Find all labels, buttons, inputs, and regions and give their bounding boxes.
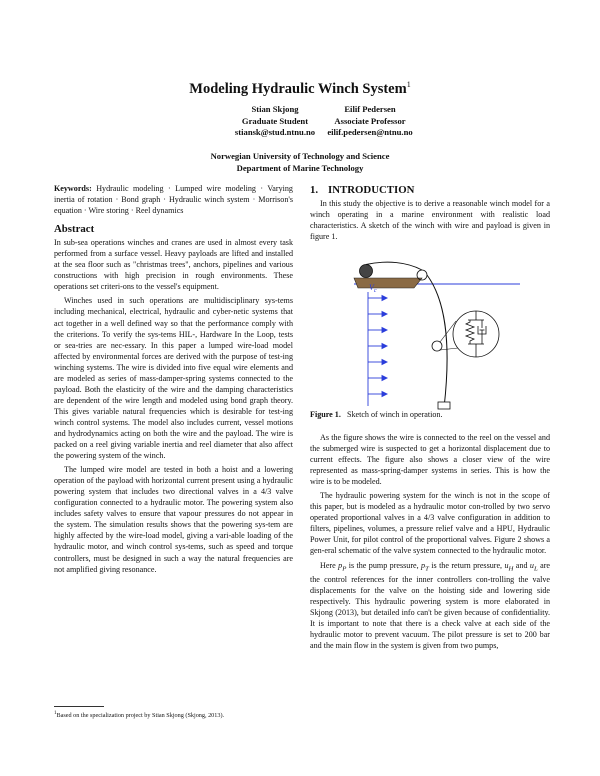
- author-email: stiansk@stud.ntnu.no: [234, 127, 316, 138]
- paper-title: Modeling Hydraulic Winch System$^1$: [189, 80, 411, 97]
- section-heading-introduction: 1. INTRODUCTION: [310, 184, 415, 196]
- current-velocity-symbol: $V_c$: [369, 283, 377, 294]
- vessel-hull: [354, 278, 422, 288]
- abstract-heading: Abstract: [54, 223, 95, 236]
- zoom-line: [440, 348, 458, 350]
- wire-top: [366, 262, 422, 270]
- abstract-paragraph: In sub-sea operations winches and cranes are used in almost every task performed from a surface vessel. Heavy payloads are lifted and installed at the sea floor such as "christmas trees", anchors, pipelines and various constructions with high precision in rough environments. These operations set criteri-ons to the vessel's equipment.: [54, 238, 293, 292]
- zoom-circle-small: [432, 341, 442, 351]
- current-arrows: [368, 292, 387, 406]
- author-role: Graduate Student: [241, 115, 309, 126]
- winch-sketch-figure: [352, 258, 522, 410]
- body-paragraph: The hydraulic powering system for the winch is not in the scope of this paper, but is modeled as a hydraulic motor con-trolled by two servo operated proportional valves in a 4/3 valve configuration in addition to filters, pipelines, volumes, a pressure relief valve and a HPU, Hydraulic Power Unit, for pilot control of the proportional valves. Figure 2 shows a gen-eral schematic of the valve system connected to the hydraulic motor.: [310, 491, 550, 556]
- payload: [438, 402, 450, 409]
- author-name: Stian Skjong: [251, 104, 299, 114]
- sheave: [417, 270, 427, 280]
- keywords: Keywords: Hydraulic modeling · Lumped wire modeling · Varying inertia of rotation · Bond graph · Hydraulic winch system · Morrison's equation · Wire storing · Reel dynamics: [54, 184, 293, 216]
- body-paragraph: Here $p_P$ is the pump pressure, $p_T$ is the return pressure, $u_H$ and $u_L$ are the control references for the inner controllers con-trolling the valve displacements for the valve on the hoisting side and lowering side respectively. This hydraulic powering system is more elaborated in Skjong (2013), but detailed info can't be given because of confidentiality. It is important to note that there is a check valve at each side of the hydraulic motor to prevent vacuum. The pilot pressure is set to 200 bar and the main flow in the system is given from two pumps,: [310, 560, 551, 651]
- author-name: Eilif Pedersen: [344, 104, 396, 114]
- body-paragraph: As the figure shows the wire is connected to the reel on the vessel and the submerged wire is suspected to get a horizontal displacement due to current effects. The figure also shows a closer view of the wire represented as mass-spring-damper systems in series. This is how the wire is to be modeled.: [310, 433, 550, 487]
- left-column: [54, 183, 293, 575]
- right-column-bottom: [310, 432, 550, 652]
- abstract-paragraph: Winches used in such operations are multidisciplinary sys-tems including mechanical, electrical, hydraulic and cyber-netic systems that act together in a well defined way so that the performance comply with the criterions. To verify the sys-tems HIL-, Hardware In the Loop, tests or sea-tries are nec-essary. In this paper a lumped wire-load model affected by environmental forces are derived with the purpose of test-ing winching systems. The wire is divided into five equal wire elements and are modeled as series of mass-damper-spring systems connected to the payload. Both the elasticity of the wire and the damping characteristics are dependent of the wire length and modeled using bond graph theory. This gives variable natural frequencies which is desirable for test-ing winch control systems. The model also includes current, vessel motions and hydrodynamics acting on both the wire and the payload. The wire is packed on a reel giving variable inertia and reel diameter that also affect the powering system of the winch.: [54, 296, 293, 461]
- author-role: Associate Professor: [334, 115, 406, 126]
- figure-caption: Figure 1. Sketch of winch in operation.: [310, 410, 443, 419]
- author-email: eilif.pedersen@ntnu.no: [327, 127, 413, 138]
- right-column-top: [310, 185, 550, 242]
- abstract-paragraph: The lumped wire model are tested in both a hoist and a lowering operation of the payload with horizontal current present using a hydraulic powering system that includes two directional valves in a 4/3 valve configuration connected to a hydraulic motor. The powering system also includes safety valves to ensure that vapour pressures do not appear in the system. The simulation results shows that the powering sys-tem are highly affected by the wire-load model, giving a vari-able loading of the hydraulic motor, and winch control sys-tems, such as speed and torque controllers, must be designed in such a way the natural frequencies are not amplified giving resonance.: [54, 465, 293, 574]
- footnote: $^1$Based on the specialization project by Stian Skjong (Skjong, 2013).: [54, 711, 225, 720]
- intro-paragraph: In this study the objective is to derive a reasonable winch model for a winch operating in a marine environment with realistic load characteristics. A sketch of the winch with wire and payload is given in figure 1.: [310, 199, 550, 242]
- winch-reel: [360, 265, 373, 278]
- affiliation: Norwegian University of Technology and Science Department of Marine Technology: [210, 151, 390, 173]
- author-block-2: [280, 104, 460, 139]
- footnote-rule: [54, 706, 104, 707]
